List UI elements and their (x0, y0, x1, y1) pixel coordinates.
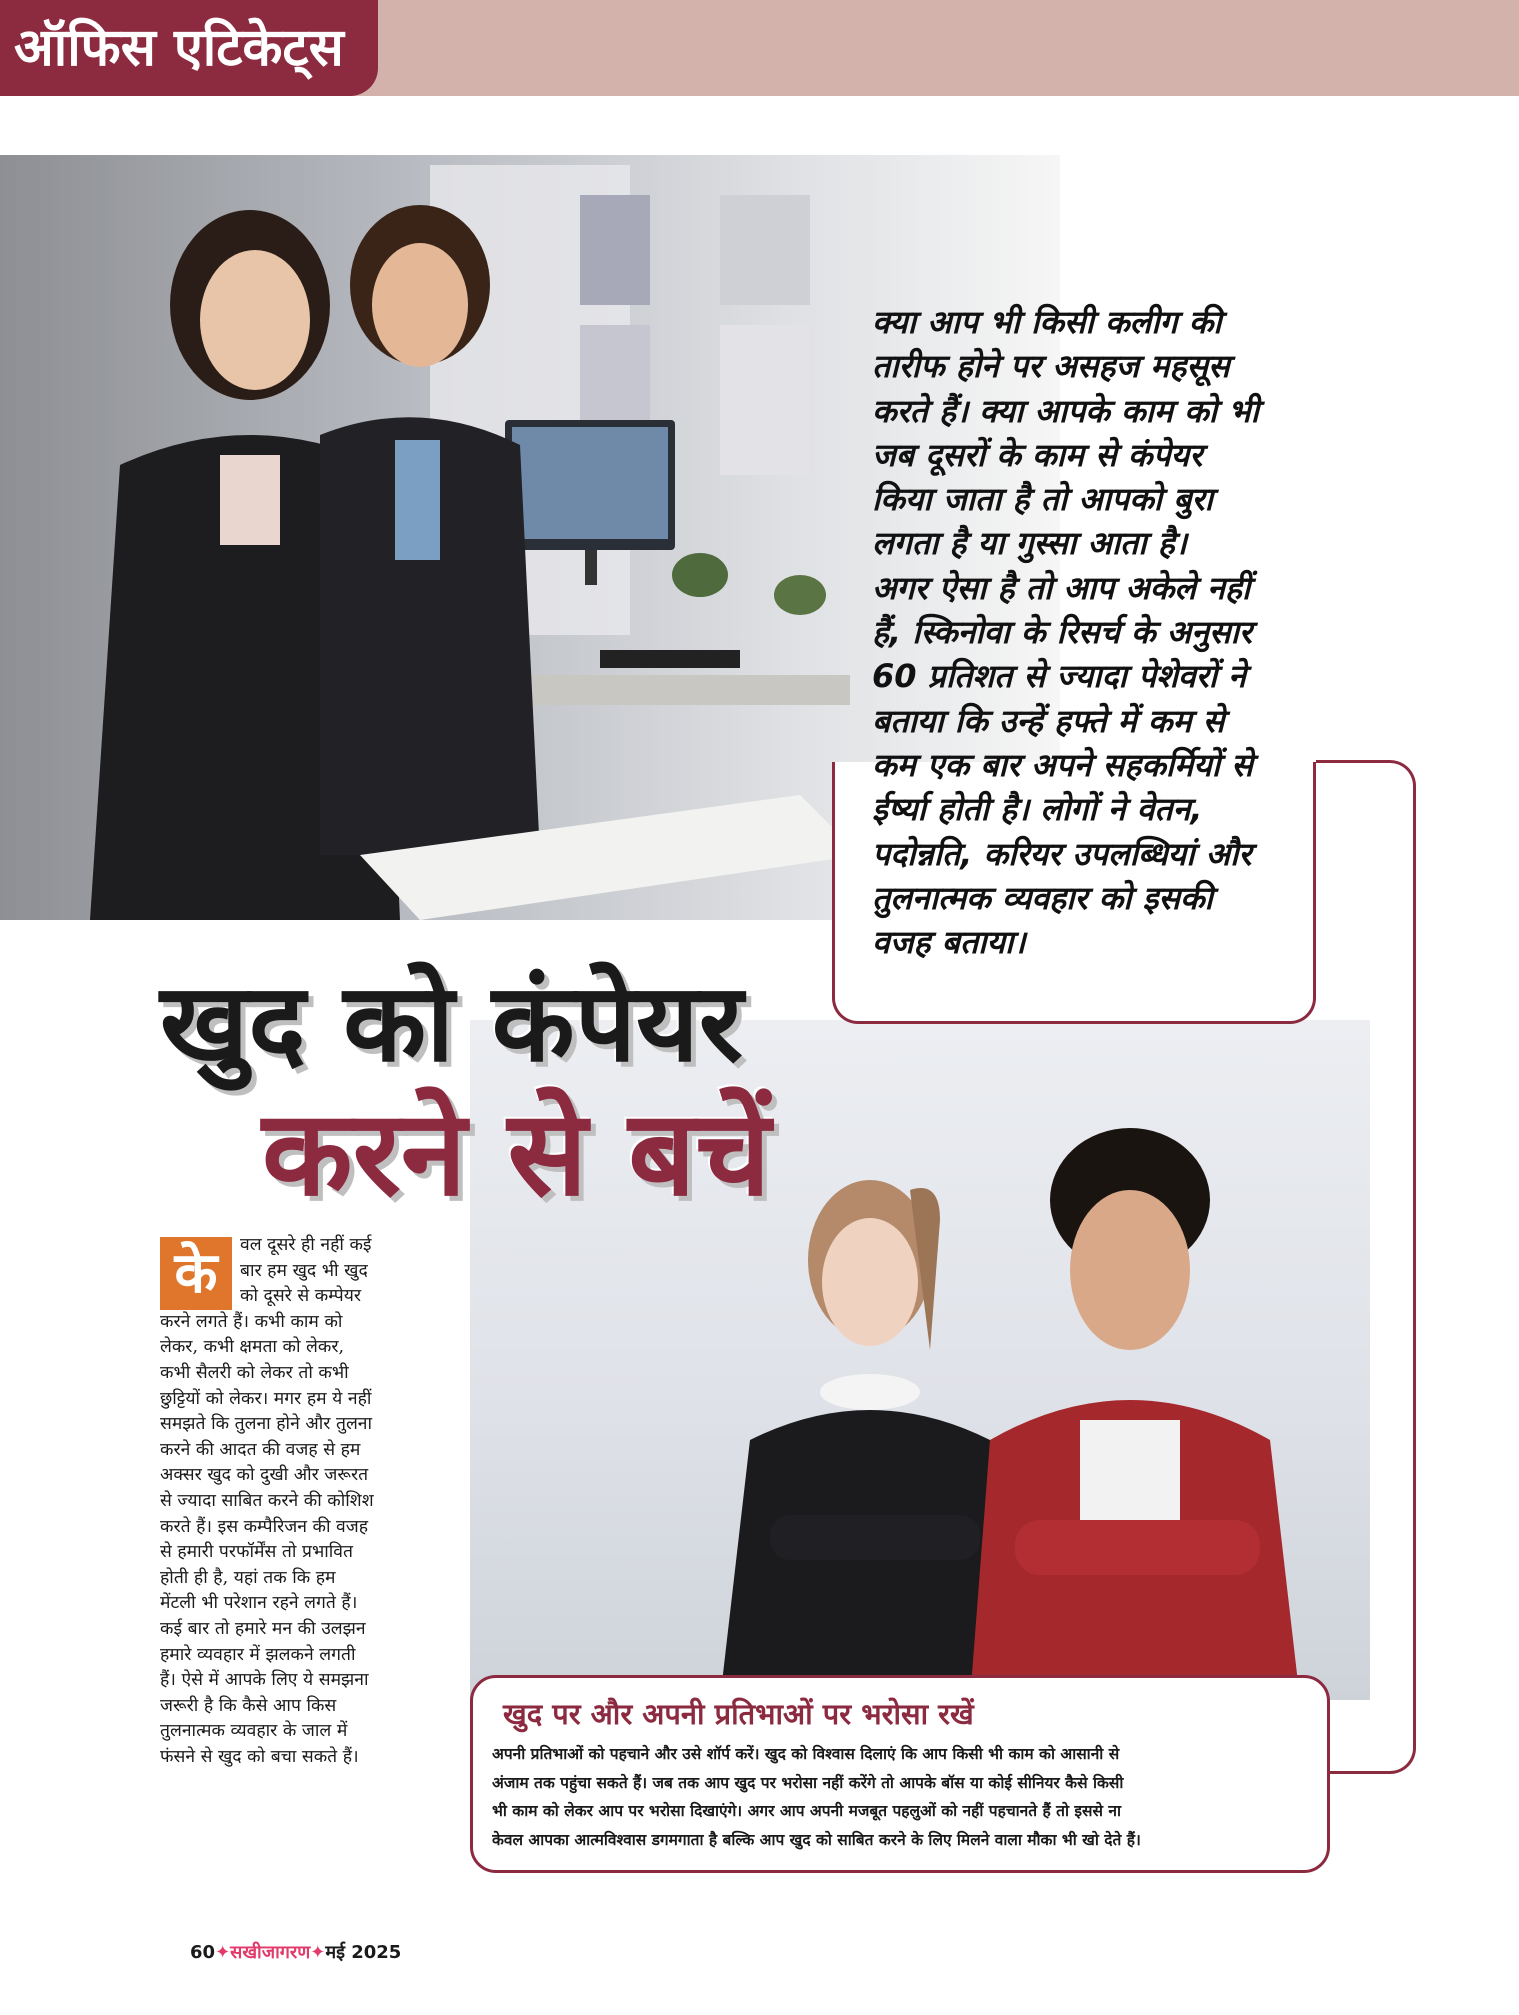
body-line: को दूसरे से कम्पेयर (240, 1286, 362, 1307)
tip-line: भी काम को लेकर आप पर भरोसा दिखाएंगे। अगर आप अपनी मजबूत पहलुओं को नहीं पहचानते हैं तो इससे ना (492, 1802, 1121, 1820)
body-line: कई बार तो हमारे मन की उलझन (160, 1618, 366, 1639)
headline-line-2: करने से बचें (262, 1084, 771, 1222)
tip-line: केवल आपका आत्मविश्वास डगमगाता है बल्कि आप खुद को साबित करने के लिए मिलने वाला मौका भी खो देते हैं। (492, 1830, 1141, 1849)
body-line: हैं। ऐसे में आपके लिए ये समझना (160, 1670, 369, 1691)
intro-line: हैं, स्किनोवा के रिसर्च के अनुसार (872, 613, 1252, 652)
tip-paragraph (492, 1740, 1322, 1854)
body-line: तुलनात्मक व्यवहार के जाल में (160, 1721, 348, 1742)
body-line: वल दूसरे ही नहीं कई (240, 1235, 372, 1255)
body-line: समझते कि तुलना होने और तुलना (160, 1414, 373, 1435)
intro-line: ईर्ष्या होती है। लोगों ने वेतन, (872, 790, 1203, 829)
body-line: अक्सर खुद को दुखी और जरूरत (160, 1465, 369, 1486)
tip-line: अंजाम तक पहुंचा सकते हैं। जब तक आप खुद पर भरोसा नहीं करेंगे तो आपके बॉस या कोई सीनियर कैसे किसी (492, 1773, 1124, 1792)
page-number: 60 (190, 1942, 216, 1963)
body-line: मेंटली भी परेशान रहने लगते हैं। (160, 1593, 358, 1614)
intro-line: जब दूसरों के काम से कंपेयर (872, 435, 1203, 474)
intro-line: वजह बताया। (872, 923, 1026, 962)
star-icon: ✦ (215, 1942, 231, 1963)
drop-cap: के (160, 1237, 232, 1310)
headline-line-1: खुद को कंपेयर (160, 961, 743, 1086)
intro-line: अगर ऐसा है तो आप अकेले नहीं (872, 568, 1251, 607)
body-line: कभी सैलरी को लेकर तो कभी (160, 1362, 349, 1383)
connector-bracket (1316, 760, 1416, 1774)
body-line: छुट्टियों को लेकर। मगर हम ये नहीं (160, 1388, 372, 1409)
intro-line: 60 प्रतिशत से ज्यादा पेशेवरों ने (872, 657, 1246, 696)
intro-line: करते हैं। क्या आपके काम को भी (872, 391, 1259, 430)
body-column (160, 1233, 440, 1770)
tip-title: खुद पर और अपनी प्रतिभाओं पर भरोसा रखें (503, 1697, 974, 1731)
body-line: से ज्यादा साबित करने की कोशिश (160, 1490, 374, 1511)
page-footer (190, 1940, 401, 1964)
body-line: होती ही है, यहां तक कि हम (160, 1567, 336, 1588)
intro-line: लगता है या गुस्सा आता है। (872, 524, 1187, 563)
body-line: फंसने से खुद को बचा सकते हैं। (160, 1746, 359, 1767)
body-line: जरूरी है कि कैसे आप किस (160, 1695, 337, 1716)
star-icon: ✦ (310, 1942, 326, 1963)
body-line: लेकर, कभी क्षमता को लेकर, (160, 1337, 345, 1358)
intro-line: किया जाता है तो आपको बुरा (872, 480, 1213, 519)
magazine-name: सखीजागरण (230, 1942, 311, 1963)
intro-paragraph (872, 300, 1312, 964)
intro-line: तारीफ होने पर असहज महसूस (872, 347, 1230, 386)
intro-line: पदोन्नति, करियर उपलब्धियां और (872, 834, 1252, 873)
body-line: करते हैं। इस कम्पैरिजन की वजह (160, 1516, 369, 1537)
body-line: करने की आदत की वजह से हम (160, 1439, 361, 1460)
intro-line: कम एक बार अपने सहकर्मियों से (872, 745, 1253, 784)
intro-line: बताया कि उन्हें हफ्ते में कम से (872, 701, 1225, 740)
intro-line: तुलनात्मक व्यवहार को इसकी (872, 878, 1213, 917)
tip-line: अपनी प्रतिभाओं को पहचाने और उसे शॉर्प करें। खुद को विश्वास दिलाएं कि आप किसी भी काम को आसानी से (492, 1745, 1120, 1763)
body-line: बार हम खुद भी खुद (240, 1260, 368, 1281)
body-line: हमारे व्यवहार में झलकने लगती (160, 1644, 356, 1665)
section-label: ऑफिस एटिकेट्स (0, 0, 378, 96)
body-line: करने लगते हैं। कभी काम को (160, 1311, 343, 1332)
issue-date: मई 2025 (325, 1942, 402, 1963)
body-line: से हमारी परफॉर्मेंस तो प्रभावित (160, 1542, 354, 1563)
intro-line: क्या आप भी किसी कलीग की (872, 303, 1222, 341)
